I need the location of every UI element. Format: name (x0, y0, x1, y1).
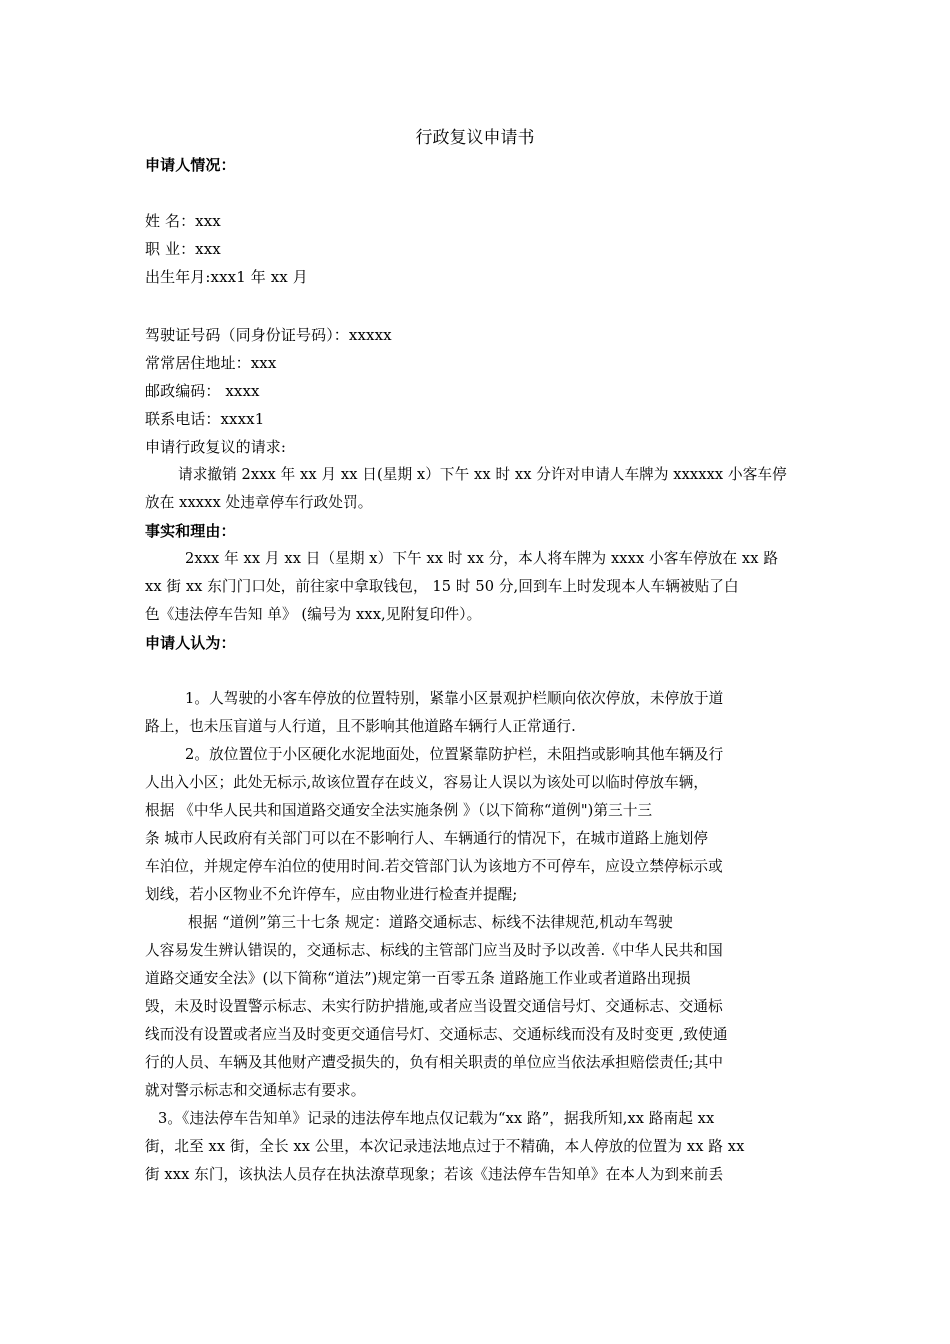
point2-line: 根据 《中华人民共和国道路交通安全法实施条例 》（以下简称“道例")第三十三 (145, 802, 653, 819)
point3-line: 街 xxx 东门，该执法人员存在执法潦草现象；若该《违法停车告知单》在本人为到来前丢 (145, 1166, 724, 1183)
license-field: 驾驶证号码（同身份证号码）：xxxxx (145, 326, 392, 344)
point2-line: 人出入小区；此处无标示,故该位置存在歧义，容易让人误以为该处可以临时停放车辆， (145, 774, 709, 791)
facts-line: xx 街 xx 东门门口处，前往家中拿取钱包， 15 时 50 分,回到车上时发现本人车辆被贴了白 (145, 578, 739, 595)
facts-line: 2xxx 年 xx 月 xx 日（星期 x）下午 xx 时 xx 分，本人将车牌为 xxxx 小客车停放在 xx 路 (185, 550, 779, 567)
facts-line: 色《违法停车告知 单》 (编号为 xxx,见附复印件）。 (145, 606, 482, 623)
facts-heading: 事实和理由： (145, 522, 236, 540)
birth-field: 出生年月:xxx1 年 xx 月 (145, 268, 308, 286)
applicant-heading: 申请人情况： (145, 156, 236, 174)
point2-line: 条 城市人民政府有关部门可以在不影响行人、车辆通行的情况下，在城市道路上施划停 (145, 830, 709, 847)
request-line: 请求撤销 2xxx 年 xx 月 xx 日(星期 x）下午 xx 时 xx 分许对申请人车牌为 xxxxxx 小客车停 (178, 466, 787, 483)
occupation-field: 职 业：xxx (145, 240, 221, 258)
point2-line: 2。放位置位于小区硬化水泥地面处，位置紧靠防护栏，未阻挡或影响其他车辆及行 (185, 746, 724, 763)
point1-line: 路上，也未压盲道与人行道，且不影响其他道路车辆行人正常通行. (145, 718, 576, 735)
phone-field: 联系电话：xxxx1 (145, 410, 265, 428)
point3-line: 3。《违法停车告知单》记录的违法停车地点仅记载为“xx 路”，据我所知,xx 路南起 xx (158, 1110, 715, 1127)
point2-line: 划线，若小区物业不允许停车，应由物业进行检查并提醒; (145, 886, 518, 903)
point3-line: 街，北至 xx 街，全长 xx 公里，本次记录违法地点过于不精确，本人停放的位置为 xx 路 xx (145, 1138, 745, 1155)
point2b-line: 行的人员、车辆及其他财产遭受损失的，负有相关职责的单位应当依法承担赔偿责任;其中 (145, 1054, 724, 1071)
name-field: 姓 名：xxx (145, 212, 221, 230)
address-field: 常常居住地址：xxx (145, 354, 277, 372)
point2b-line: 就对警示标志和交通标志有要求。 (145, 1082, 366, 1099)
postcode-field: 邮政编码： xxxx (145, 382, 260, 400)
point2b-line: 线而没有设置或者应当及时变更交通信号灯、交通标志、交通标线而没有及时变更 ,致使通 (145, 1026, 728, 1043)
request-heading: 申请行政复议的请求: (145, 438, 287, 456)
document-title: 行政复议申请书 (415, 128, 535, 148)
point2-line: 车泊位，并规定停车泊位的使用时间.若交管部门认为该地方不可停车，应设立禁停标示或 (145, 858, 723, 875)
point1-line: 1。人驾驶的小客车停放的位置特别，紧靠小区景观护栏顺向依次停放，未停放于道 (185, 690, 724, 707)
opinion-heading: 申请人认为： (145, 634, 236, 652)
point2b-line: 道路交通安全法》(以下简称“道法”)规定第一百零五条 道路施工作业或者道路出现损 (145, 970, 691, 987)
point2b-line: 毁，未及时设置警示标志、未实行防护措施,或者应当设置交通信号灯、交通标志、交通标 (145, 998, 723, 1015)
point2b-line: 人容易发生辨认错误的，交通标志、标线的主管部门应当及时予以改善.《中华人民共和国 (145, 942, 723, 959)
request-line: 放在 xxxxx 处违章停车行政处罚。 (145, 494, 373, 511)
point2b-line: 根据 “道例”第三十七条 规定：道路交通标志、标线不法律规范,机动车驾驶 (188, 914, 673, 931)
